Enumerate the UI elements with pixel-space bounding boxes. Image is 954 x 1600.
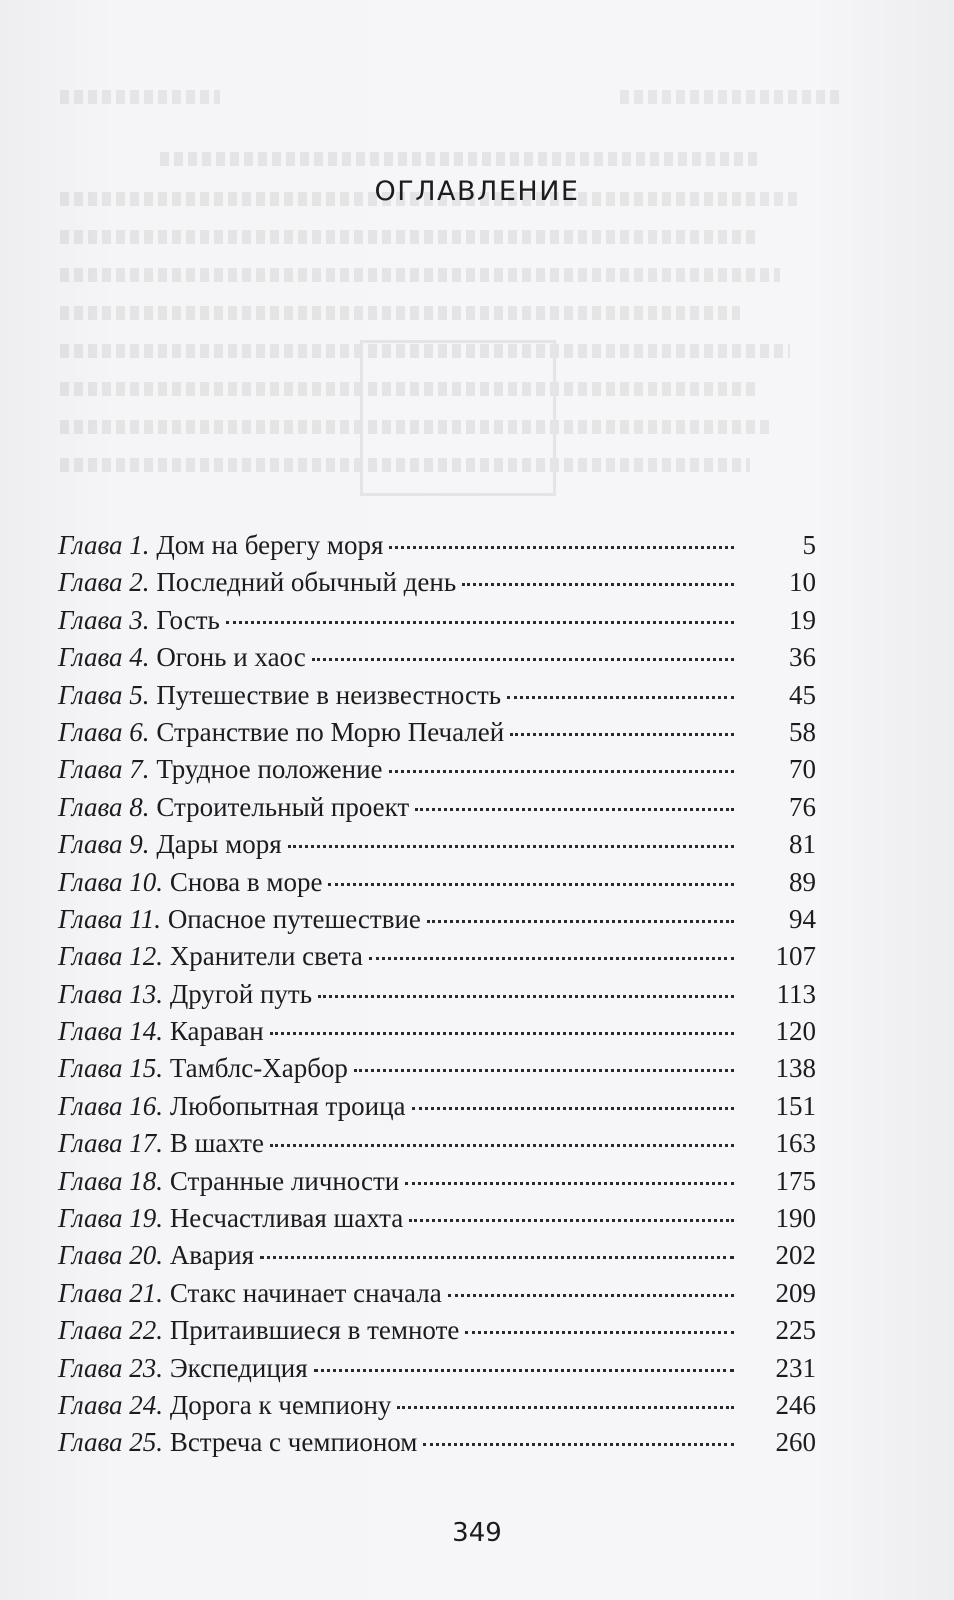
- toc-entry: [58, 1053, 816, 1090]
- chapter-page-number: 36: [789, 642, 816, 673]
- dot-leader: [354, 1069, 734, 1072]
- chapter-title: Снова в море: [169, 866, 323, 897]
- toc-entry: [58, 1353, 816, 1390]
- toc-entry: [58, 605, 816, 642]
- toc-entry: [58, 567, 816, 604]
- chapter-label: Глава 5.: [58, 679, 150, 710]
- chapter-label: Глава 14.: [58, 1016, 164, 1047]
- chapter-label: Глава 18.: [58, 1165, 164, 1196]
- chapter-page-number: 225: [775, 1315, 816, 1346]
- chapter-label: Глава 10.: [58, 866, 164, 897]
- chapter-title: Последний обычный день: [156, 567, 457, 598]
- dot-leader: [226, 621, 734, 624]
- toc-entry: [58, 754, 816, 791]
- chapter-label: Глава 1.: [58, 530, 150, 560]
- toc-entry: [58, 1240, 816, 1277]
- chapter-title: Другой путь: [169, 978, 313, 1009]
- dot-leader: [507, 696, 734, 699]
- dot-leader: [288, 845, 734, 848]
- bleed-through-text: [60, 90, 840, 510]
- chapter-title: Любопытная троица: [169, 1090, 406, 1121]
- chapter-page-number: 76: [789, 791, 816, 822]
- dot-leader: [415, 808, 734, 811]
- dot-leader: [270, 1144, 734, 1147]
- chapter-page-number: 58: [789, 716, 816, 747]
- chapter-label: Глава 24.: [58, 1389, 164, 1420]
- chapter-label: Глава 12.: [58, 941, 164, 972]
- chapter-label: Глава 9.: [58, 829, 150, 860]
- chapter-title: Трудное положение: [156, 754, 383, 785]
- toc-entry: [58, 941, 816, 978]
- chapter-title: Авария: [169, 1240, 255, 1271]
- chapter-title: Караван: [169, 1016, 264, 1047]
- chapter-page-number: 120: [775, 1016, 816, 1047]
- chapter-page-number: 231: [775, 1352, 816, 1383]
- chapter-page-number: 113: [776, 978, 816, 1009]
- chapter-page-number: 107: [775, 941, 816, 972]
- chapter-page-number: 209: [775, 1277, 816, 1308]
- chapter-page-number: 94: [789, 903, 816, 934]
- dot-leader: [389, 546, 734, 549]
- chapter-label: Глава 25.: [58, 1427, 164, 1458]
- toc-entry: [58, 1278, 816, 1315]
- chapter-title: Дом на берегу моря: [156, 530, 384, 560]
- chapter-page-number: 5: [802, 530, 816, 560]
- chapter-label: Глава 23.: [58, 1352, 164, 1383]
- chapter-page-number: 138: [775, 1053, 816, 1084]
- toc-entry: [58, 829, 816, 866]
- toc-entry: [58, 530, 816, 567]
- chapter-page-number: 246: [775, 1389, 816, 1420]
- dot-leader: [389, 770, 734, 773]
- chapter-label: Глава 17.: [58, 1128, 164, 1159]
- chapter-title: Тамблс-Харбор: [169, 1053, 348, 1084]
- toc-entry: [58, 1203, 816, 1240]
- chapter-label: Глава 21.: [58, 1277, 164, 1308]
- chapter-label: Глава 3.: [58, 604, 150, 635]
- chapter-label: Глава 16.: [58, 1090, 164, 1121]
- chapter-title: Экспедиция: [169, 1352, 308, 1383]
- page-number: 349: [452, 1518, 502, 1548]
- dot-leader: [260, 1256, 734, 1259]
- chapter-page-number: 89: [789, 866, 816, 897]
- chapter-label: Глава 22.: [58, 1315, 164, 1346]
- chapter-label: Глава 11.: [58, 903, 162, 934]
- chapter-title: Дорога к чемпиону: [169, 1389, 392, 1420]
- chapter-label: Глава 19.: [58, 1203, 164, 1234]
- chapter-title: Несчастливая шахта: [169, 1203, 404, 1234]
- dot-leader: [423, 1443, 734, 1446]
- chapter-page-number: 70: [789, 754, 816, 785]
- toc-entry: [58, 792, 816, 829]
- chapter-label: Глава 7.: [58, 754, 150, 785]
- dot-leader: [510, 733, 734, 736]
- dot-leader: [409, 1219, 734, 1222]
- chapter-label: Глава 13.: [58, 978, 164, 1009]
- dot-leader: [314, 1369, 734, 1372]
- table-of-contents: [58, 530, 816, 1465]
- chapter-page-number: 202: [775, 1240, 816, 1271]
- toc-entry: [58, 717, 816, 754]
- toc-entry: [58, 867, 816, 904]
- chapter-page-number: 19: [789, 604, 816, 635]
- toc-entry: [58, 1128, 816, 1165]
- chapter-title: Стакс начинает сначала: [169, 1277, 442, 1308]
- toc-entry: [58, 642, 816, 679]
- dot-leader: [397, 1406, 734, 1409]
- dot-leader: [270, 1032, 734, 1035]
- dot-leader: [427, 920, 734, 923]
- toc-entry: [58, 1166, 816, 1203]
- chapter-label: Глава 4.: [58, 642, 150, 673]
- toc-entry: [58, 680, 816, 717]
- chapter-page-number: 175: [775, 1165, 816, 1196]
- chapter-title: Дары моря: [156, 829, 282, 860]
- chapter-page-number: 190: [775, 1203, 816, 1234]
- chapter-page-number: 81: [789, 829, 816, 860]
- chapter-title: Опасное путешествие: [167, 903, 421, 934]
- dot-leader: [312, 658, 734, 661]
- dot-leader: [448, 1294, 734, 1297]
- chapter-title: Странные личности: [169, 1165, 400, 1196]
- toc-heading: ОГЛАВЛЕНИЕ: [374, 176, 580, 207]
- toc-entry: [58, 904, 816, 941]
- dot-leader: [465, 1331, 734, 1334]
- dot-leader: [328, 883, 734, 886]
- dot-leader: [318, 995, 734, 998]
- chapter-label: Глава 15.: [58, 1053, 164, 1084]
- toc-entry: [58, 1427, 816, 1464]
- chapter-page-number: 163: [775, 1128, 816, 1159]
- toc-entry: [58, 1091, 816, 1128]
- chapter-title: В шахте: [169, 1128, 264, 1159]
- toc-entry: [58, 979, 816, 1016]
- chapter-title: Хранители света: [169, 941, 363, 972]
- chapter-label: Глава 2.: [58, 567, 150, 598]
- chapter-page-number: 10: [789, 567, 816, 598]
- chapter-page-number: 260: [775, 1427, 816, 1458]
- chapter-label: Глава 8.: [58, 791, 150, 822]
- dot-leader: [369, 957, 734, 960]
- toc-entry: [58, 1315, 816, 1352]
- chapter-title: Огонь и хаос: [156, 642, 306, 673]
- toc-entry: [58, 1016, 816, 1053]
- chapter-title: Странствие по Морю Печалей: [156, 716, 505, 747]
- chapter-title: Гость: [156, 604, 220, 635]
- dot-leader: [405, 1182, 734, 1185]
- chapter-title: Путешествие в неизвестность: [156, 679, 502, 710]
- chapter-page-number: 45: [789, 679, 816, 710]
- chapter-title: Строительный проект: [156, 791, 410, 822]
- chapter-title: Притаившиеся в темноте: [169, 1315, 460, 1346]
- toc-entry: [58, 1390, 816, 1427]
- chapter-label: Глава 20.: [58, 1240, 164, 1271]
- dot-leader: [412, 1107, 734, 1110]
- dot-leader: [462, 583, 734, 586]
- chapter-title: Встреча с чемпионом: [169, 1427, 418, 1458]
- chapter-page-number: 151: [775, 1090, 816, 1121]
- chapter-label: Глава 6.: [58, 716, 150, 747]
